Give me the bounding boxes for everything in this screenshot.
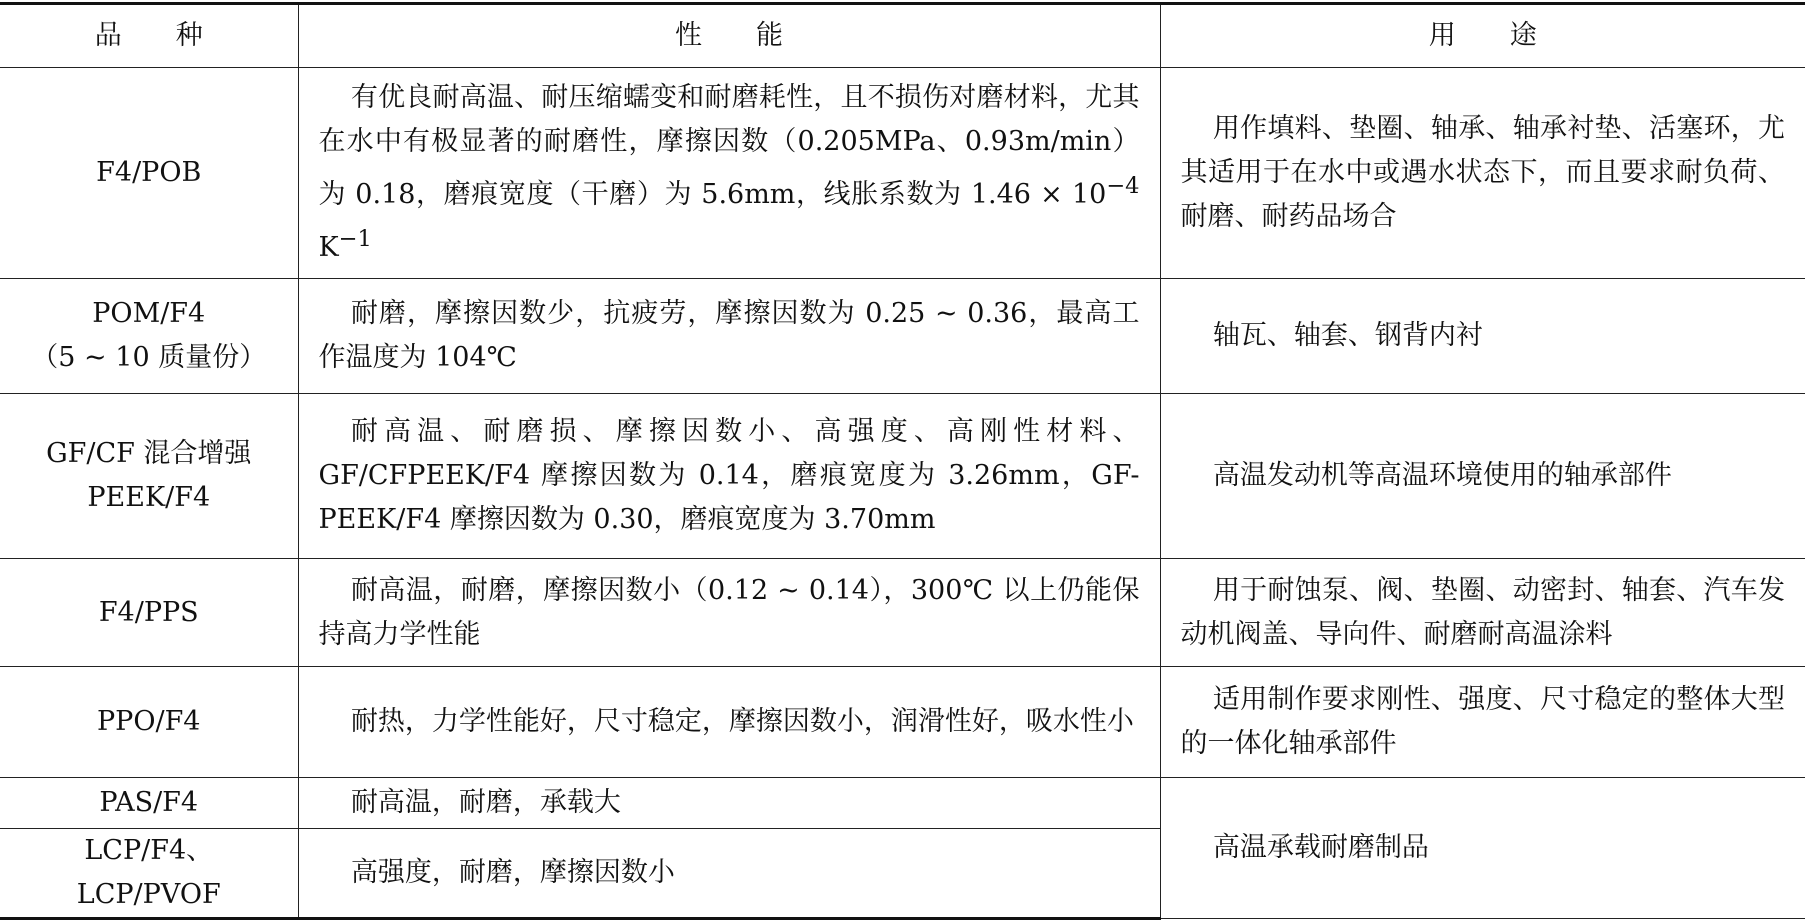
performance-cell: 耐热，力学性能好，尺寸稳定，摩擦因数小，润滑性好，吸水性小 [298, 667, 1160, 778]
variety-cell: F4/POB [0, 68, 298, 279]
variety-cell: LCP/F4、LCP/PVOF [0, 829, 298, 919]
usage-cell: 用于耐蚀泵、阀、垫圈、动密封、轴套、汽车发动机阀盖、导向件、耐磨耐高温涂料 [1160, 559, 1805, 667]
exponent: −1 [338, 226, 372, 252]
table-row [0, 394, 1805, 559]
usage-cell: 轴瓦、轴套、钢背内衬 [1160, 279, 1805, 394]
performance-cell: 耐高温，耐磨，承载大 [298, 778, 1160, 829]
materials-table [0, 2, 1805, 920]
table-row [0, 667, 1805, 778]
performance-cell [298, 68, 1160, 279]
performance-cell: 耐高温，耐磨，摩擦因数小（0.12 ~ 0.14），300℃ 以上仍能保持高力学性能 [298, 559, 1160, 667]
variety-cell: GF/CF 混合增强 PEEK/F4 [0, 394, 298, 559]
performance-cell: 耐磨，摩擦因数少，抗疲劳，摩擦因数为 0.25 ~ 0.36，最高工作温度为 104℃ [298, 279, 1160, 394]
usage-cell: 高温发动机等高温环境使用的轴承部件 [1160, 394, 1805, 559]
variety-cell: POM/F4 （5 ~ 10 质量份） [0, 279, 298, 394]
variety-cell: PAS/F4 [0, 778, 298, 829]
table-row [0, 778, 1805, 829]
exponent: −4 [1106, 173, 1140, 199]
variety-cell: F4/PPS [0, 559, 298, 667]
table-row [0, 559, 1805, 667]
variety-cell: PPO/F4 [0, 667, 298, 778]
table-row [0, 279, 1805, 394]
header-usage: 用 途 [1160, 4, 1805, 68]
usage-cell: 用作填料、垫圈、轴承、轴承衬垫、活塞环，尤其适用于在水中或遇水状态下，而且要求耐负荷、耐磨、耐药品场合 [1160, 68, 1805, 279]
header-variety: 品 种 [0, 4, 298, 68]
usage-cell: 高温承载耐磨制品 [1160, 778, 1805, 919]
header-performance: 性 能 [298, 4, 1160, 68]
unit-text: K [318, 232, 339, 263]
performance-cell: 高强度，耐磨，摩擦因数小 [298, 829, 1160, 919]
usage-cell: 适用制作要求刚性、强度、尺寸稳定的整体大型的一体化轴承部件 [1160, 667, 1805, 778]
performance-cell: 耐高温、耐磨损、摩擦因数小、高强度、高刚性材料、GF/CFPEEK/F4 摩擦因数为 0.14，磨痕宽度为 3.26mm，GF-PEEK/F4 摩擦因数为 0.30，磨痕宽度为 3.70mm [298, 394, 1160, 559]
header-row [0, 4, 1805, 68]
performance-text: 有优良耐高温、耐压缩蠕变和耐磨耗性，且不损伤对磨材料，尤其在水中有极显著的耐磨性，摩擦因数（0.205MPa、0.93m/min）为 0.18，磨痕宽度（干磨）为 5.6mm，线胀系数为 1.46 × 10 [318, 82, 1140, 210]
table-row [0, 68, 1805, 279]
